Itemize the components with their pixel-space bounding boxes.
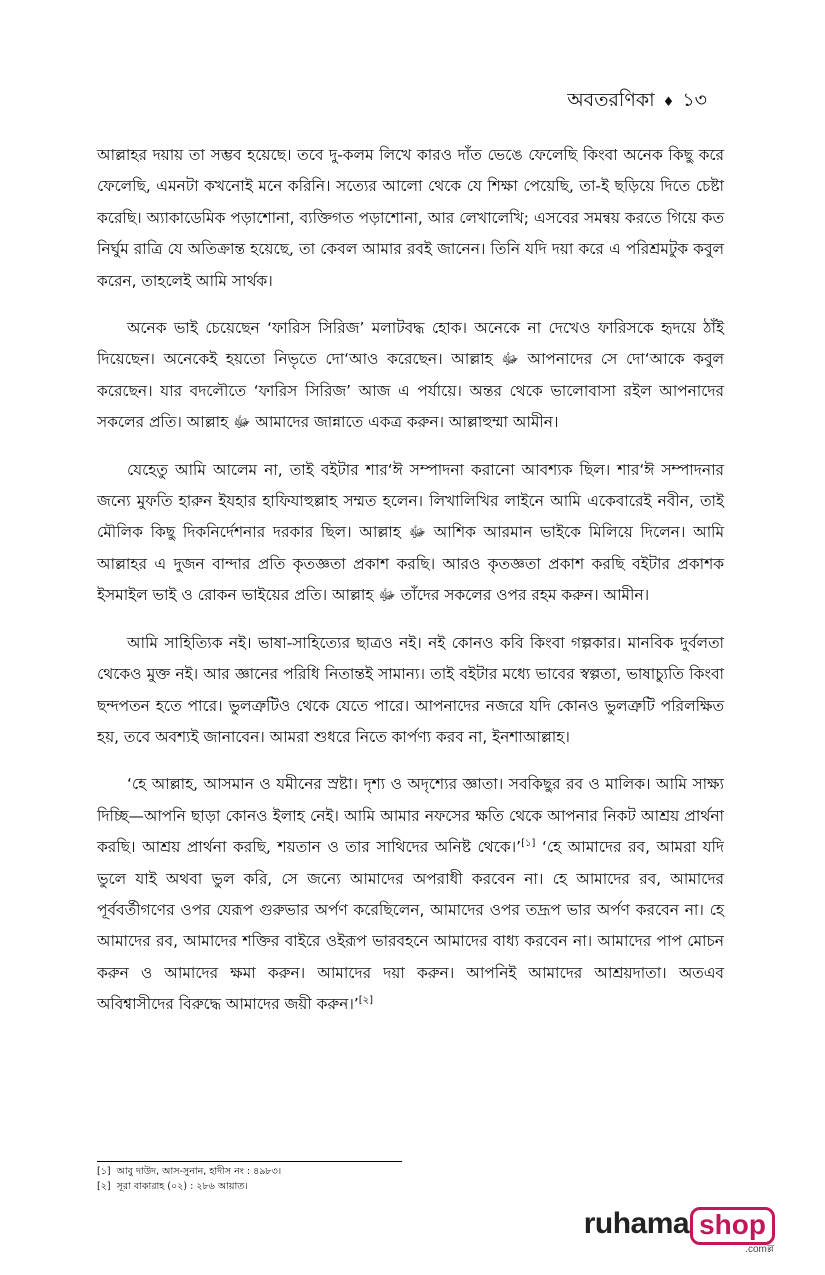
paragraph-5 xyxy=(97,769,724,1020)
footnote-ref-1[interactable]: [১] xyxy=(521,838,536,849)
logo-shop-text: shop xyxy=(699,1209,766,1240)
footnote-1-text: আবু দাউদ, আস-সুনান, হাদীস নং : ৪৯৮৩। xyxy=(116,1166,282,1177)
ruhamashop-logo xyxy=(583,1207,775,1255)
footnotes xyxy=(97,1164,697,1194)
paragraph-5-part-2: ‘হে আমাদের রব, আমরা যদি ভুলে যাই অথবা ভুল করি, সে জন্যে আমাদের অপরাধী করবেন না। হে আমাদের রব, আমাদের পূর্ববর্তীগণের ওপর যেরূপ গুরুভার অর্পণ করেছিলেন, আমাদের ওপর তদ্রূপ ভার অর্পণ করবেন না। হে আমাদের রব, আমাদের শক্তির বাইরে ওইরূপ ভারবহনে আমাদের বাধ্য করবেন না। আমাদের পাপ মোচন করুন ও আমাদের ক্ষমা করুন। আমাদের দয়া করুন। আপনিই আমাদের আশ্রয়দাতা। অতএব অবিশ্বাসীদের বিরুদ্ধে আমাদের জয়ী করুন।’ xyxy=(97,838,724,1014)
footnote-2 xyxy=(97,1179,697,1194)
footnote-2-number: [২] xyxy=(97,1181,111,1192)
diamond-separator-icon: ♦ xyxy=(662,94,675,110)
paragraph-5-part-1: ‘হে আল্লাহ, আসমান ও যমীনের স্রষ্টা। দৃশ্য ও অদৃশ্যের জ্ঞাতা। সবকিছুর রব ও মালিক। আমি সাক্ষ্য দিচ্ছি—আপনি ছাড়া কোনও ইলাহ নেই। আমি আমার নফসের ক্ষতি থেকে আপনার নিকট আশ্রয় প্রার্থনা করছি। আশ্রয় প্রার্থনা করছি, শয়তান ও তার সাথিদের অনিষ্ট থেকে।’ xyxy=(97,775,724,857)
footnote-divider xyxy=(97,1161,402,1162)
logo-domain: .comল্ল xyxy=(745,1244,774,1255)
section-title: অবতরণিকা xyxy=(567,89,655,111)
body-text xyxy=(97,140,724,1037)
footnote-ref-2[interactable]: [২] xyxy=(358,995,374,1007)
footnote-1 xyxy=(97,1164,697,1179)
running-header xyxy=(567,86,707,118)
page-number: ১৩ xyxy=(682,89,707,111)
logo-shop-badge xyxy=(690,1207,775,1255)
footnote-2-text: সূরা বাকারাহ (০২) : ২৮৬ আয়াত। xyxy=(116,1181,248,1192)
paragraph-2: অনেক ভাই চেয়েছেন ‘ফারিস সিরিজ’ মলাটবদ্ধ হোক। অনেকে না দেখেও ফারিসকে হৃদয়ে ঠাঁই দিয়েছেন। অনেকেই হয়তো নিভৃতে দো‘আও করেছেন। আল্লাহ ﷻ আপনাদের সে দো‘আকে কবুল করেছেন। যার বদলৌতে ‘ফারিস সিরিজ’ আজ এ পর্যায়ে। অন্তর থেকে ভালোবাসা রইল আপনাদের সকলের প্রতি। আল্লাহ ﷻ আমাদের জান্নাতে একত্র করুন। আল্লাহুম্মা আমীন। xyxy=(97,319,725,432)
paragraph-3: যেহেতু আমি আলেম না, তাই বইটার শার‘ঈ সম্পাদনা করানো আবশ্যক ছিল। শার‘ঈ সম্পাদনার জন্যে মুফতি হারুন ইযহার হাফিযাহুল্লাহ সম্মত হলেন। লিখালিখির লাইনে আমি একেবারেই নবীন, তাই মৌলিক কিছু দিকনির্দেশনার দরকার ছিল। আল্লাহ ﷻ আশিক আরমান ভাইকে মিলিয়ে দিলেন। আমি আল্লাহর এ দুজন বান্দার প্রতি কৃতজ্ঞতা প্রকাশ করছি। আরও কৃতজ্ঞতা প্রকাশ করছি বইটার প্রকাশক ইসমাইল ভাই ও রোকন ভাইয়ের প্রতি। আল্লাহ ﷻ তাঁদের সকলের ওপর রহম করুন। আমীন। xyxy=(97,460,724,605)
logo-name: ruhama xyxy=(583,1207,690,1240)
paragraph-4: আমি সাহিত্যিক নই। ভাষা-সাহিত্যের ছাত্রও নই। নই কোনও কবি কিংবা গল্পকার। মানবিক দুর্বলতা থেকেও মুক্ত নই। আর জ্ঞানের পরিধি নিতান্তই সামান্য। তাই বইটার মধ্যে ভাবের স্বল্পতা, ভাষাচ্যুতি কিংবা ছন্দপতন হতে পারে। ভুলত্রুটিও থেকে যেতে পারে। আপনাদের নজরে যদি কোনও ভুলত্রুটি পরিলক্ষিত হয়, তবে অবশ্যই জানাবেন। আমরা শুধরে নিতে কার্পণ্য করব না, ইনশাআল্লাহ। xyxy=(97,633,724,746)
footnote-1-number: [১] xyxy=(97,1166,111,1177)
paragraph-1: আল্লাহর দয়ায় তা সম্ভব হয়েছে। তবে দু-কলম লিখে কারও দাঁত ভেঙে ফেলেছি কিংবা অনেক কিছু করে ফেলেছি, এমনটা কখনোই মনে করিনি। সত্যের আলো থেকে যে শিক্ষা পেয়েছি, তা-ই ছড়িয়ে দিতে চেষ্টা করেছি। অ্যাকাডেমিক পড়াশোনা, ব্যক্তিগত পড়াশোনা, আর লেখালেখি; এসবের সমন্বয় করতে গিয়ে কত নির্ঘুম রাত্রি যে অতিক্রান্ত হয়েছে, তা কেবল আমার রবই জানেন। তিনি যদি দয়া করে এ পরিশ্রমটুক কবুল করেন, তাহলেই আমি সার্থক। xyxy=(97,146,724,290)
